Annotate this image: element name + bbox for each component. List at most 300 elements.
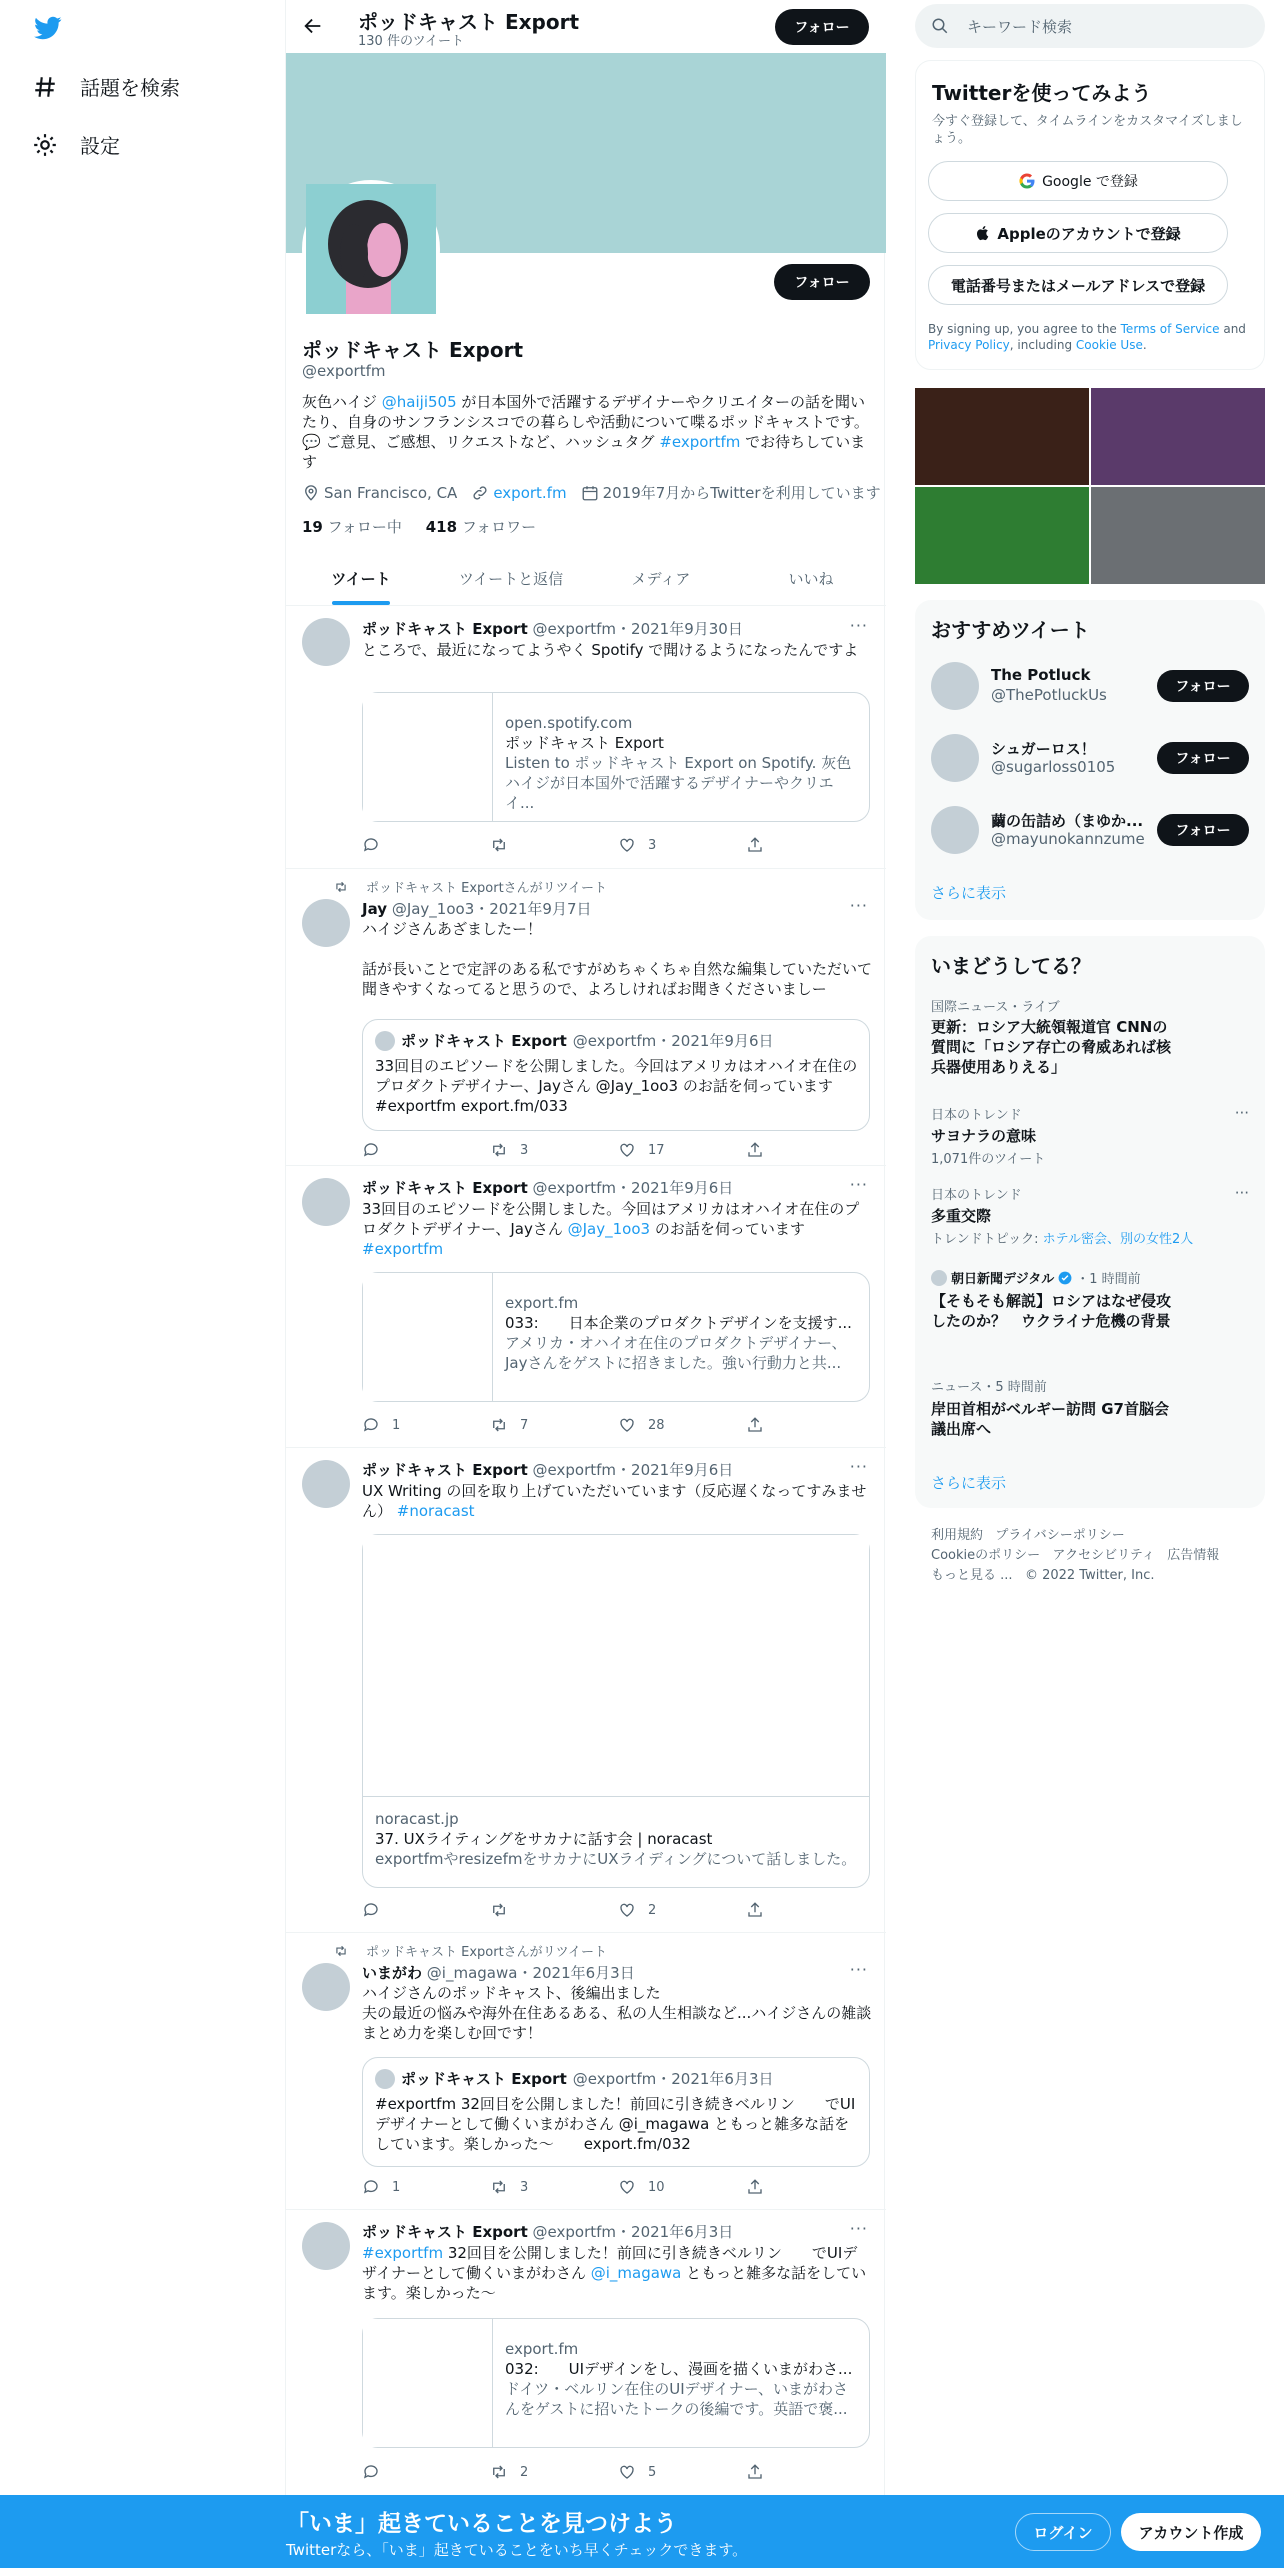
tweet[interactable] — [286, 606, 886, 869]
apple-signup-button[interactable] — [928, 213, 1228, 253]
retweet-small-icon — [334, 1944, 348, 1958]
followers-label: フォロワー — [457, 518, 537, 536]
retweet-icon — [490, 2463, 508, 2481]
mention-link[interactable]: @i_magawa — [590, 2264, 682, 2282]
card-thumbnail — [363, 693, 493, 821]
twitter-logo-icon[interactable] — [32, 14, 64, 42]
tweet-header — [362, 1962, 635, 1983]
nav-explore[interactable] — [32, 72, 180, 101]
like-button[interactable] — [618, 2463, 746, 2481]
hashtag-link[interactable]: #exportfm — [362, 1240, 444, 1258]
trend-context: 日本のトレンド — [931, 1188, 1022, 1203]
calendar-icon — [581, 484, 599, 502]
retweet-icon — [490, 1416, 508, 1434]
retweeted-by-text[interactable]: ポッドキャスト Exportさんがリツイート — [366, 881, 608, 896]
more-options-icon[interactable]: ··· — [849, 616, 868, 635]
tweet-actions — [362, 2178, 874, 2196]
card-body — [375, 1809, 857, 1869]
quote-avatar — [375, 1031, 395, 1051]
card-image — [363, 1535, 869, 1797]
profile-name: ポッドキャスト Export — [302, 338, 524, 362]
tweet-author-name[interactable]: ポッドキャスト Export — [362, 620, 528, 638]
quote-author-name: ポッドキャスト Export — [401, 2070, 567, 2088]
tweet-actions — [362, 1416, 874, 1434]
tweet[interactable] — [286, 2210, 886, 2495]
who-to-follow-panel — [915, 600, 1265, 920]
card-description: ドイツ・ベルリン在住のUIデザイナー、いまがわさんをゲストに招いたトークの後編です。英語で褒... — [505, 2380, 849, 2418]
trend-item[interactable] — [931, 1268, 1249, 1331]
profile-meta — [302, 482, 881, 503]
card-thumbnail — [363, 1273, 493, 1401]
terms-link[interactable]: Terms of Service — [1120, 322, 1220, 336]
tab-media[interactable]: メディア — [631, 570, 691, 588]
tweet-header — [362, 2221, 733, 2242]
source-avatar — [931, 1270, 947, 1286]
retweet-context — [334, 1941, 607, 1960]
hashtag-icon — [32, 74, 58, 100]
more-options-icon[interactable]: ··· — [1234, 1104, 1249, 1122]
tweet-author-name[interactable]: いまがわ — [362, 1964, 423, 1982]
profile-tabs — [286, 552, 886, 606]
nav-settings[interactable] — [32, 130, 120, 159]
tweet-date[interactable]: ・2021年9月6日 — [616, 1179, 734, 1197]
retweet-button[interactable] — [490, 1416, 618, 1434]
media-thumbnail[interactable] — [915, 487, 1089, 584]
card-title: 033: 日本企業のプロダクトデザインを支援す... — [505, 1314, 852, 1332]
share-button[interactable] — [746, 2463, 874, 2481]
trend-item[interactable] — [931, 1376, 1249, 1439]
quote-author-handle: @exportfm — [572, 2069, 657, 2088]
user-name[interactable]: The Potluck — [991, 666, 1091, 684]
reply-icon — [362, 2178, 380, 2196]
tweet-avatar[interactable] — [302, 1963, 350, 2011]
tweet-author-handle[interactable]: @exportfm — [532, 2223, 617, 2241]
google-signup-button[interactable] — [928, 161, 1228, 201]
tweet-text — [362, 1481, 872, 1521]
follow-button[interactable]: フォロー — [1157, 670, 1249, 702]
retweeted-by-text[interactable]: ポッドキャスト Exportさんがリツイート — [366, 1945, 608, 1960]
user-avatar[interactable] — [931, 662, 979, 710]
trend-context: 国際ニュース・ライブ — [931, 1000, 1060, 1015]
user-avatar[interactable] — [931, 734, 979, 782]
reply-button[interactable] — [362, 2463, 490, 2481]
tweet-text — [362, 919, 872, 999]
tweet-author-handle[interactable]: @exportfm — [532, 620, 617, 638]
signup-subtitle: 今すぐ登録して、タイムラインをカスタマイズしましょう。 — [932, 114, 1243, 146]
joined-text: 2019年7月からTwitterを利用しています — [602, 484, 881, 502]
tweet-text-line: ハイジさんあざましたー！ — [362, 920, 543, 938]
retweet-icon — [490, 1901, 508, 1919]
footer-copyright: © 2022 Twitter, Inc. — [1024, 1568, 1155, 1583]
reply-button[interactable] — [362, 836, 490, 854]
footer-link-privacy[interactable]: プライバシーポリシー — [995, 1528, 1125, 1543]
card-description: exportfmやresizefmをサカナにUXライディングについて話しました。 — [375, 1850, 857, 1868]
profile-header — [286, 0, 886, 53]
link-icon — [471, 484, 489, 502]
bio-hashtag-link[interactable]: #exportfm — [659, 433, 741, 451]
hashtag-link[interactable]: #exportfm — [362, 2244, 444, 2262]
trends-panel — [915, 936, 1265, 1508]
more-options-icon[interactable]: ··· — [849, 896, 868, 915]
media-thumbnail[interactable] — [1091, 388, 1265, 485]
location-pin-icon — [302, 484, 320, 502]
retweet-button[interactable] — [490, 1141, 618, 1159]
bio-mention-link[interactable]: @haiji505 — [381, 393, 457, 411]
tweet-author-handle[interactable]: @Jay_1oo3 — [391, 900, 475, 918]
bio-text: が日本国外で活躍するデザイナーやクリエイターの話を聞いたり、自身のサンフランシスコでの暮らしや活動について喋るポッドキャストです。 — [302, 393, 869, 431]
tab-tweets[interactable]: ツイート — [286, 552, 436, 605]
source-name: 朝日新聞デジタル — [951, 1272, 1055, 1287]
tweet-author-handle[interactable]: @exportfm — [532, 1179, 617, 1197]
signup-button[interactable]: アカウント作成 — [1121, 2513, 1261, 2551]
tweet-date[interactable]: ・2021年6月3日 — [517, 1964, 635, 1982]
retweet-icon — [490, 2178, 508, 2196]
retweet-count: 3 — [520, 2179, 529, 2195]
reply-icon — [362, 836, 380, 854]
link-card[interactable] — [362, 692, 870, 822]
user-avatar[interactable] — [931, 806, 979, 854]
footer-link-tos[interactable]: 利用規約 — [931, 1528, 984, 1543]
user-name[interactable]: シュガーロス！ — [991, 740, 1096, 758]
reply-button[interactable] — [362, 1141, 490, 1159]
user-handle[interactable]: @mayunokannzume — [991, 830, 1145, 848]
retweet-button[interactable] — [490, 1901, 618, 1919]
like-count: 28 — [648, 1417, 665, 1433]
like-count: 10 — [648, 2179, 665, 2195]
avatar-illustration-icon — [306, 184, 436, 314]
card-domain: export.fm — [505, 1294, 579, 1312]
footer-link-cookie[interactable]: Cookieのポリシー — [931, 1548, 1041, 1563]
tweet-author-name[interactable]: Jay — [362, 900, 388, 918]
quote-text: #exportfm 32回目を公開しました！前回に引き続きベルリン でUIデザイナーとして働くいまがわさん @i_magawa ともっと雑多な話をしています。楽しかった〜 export.fm/032 — [375, 2095, 856, 2153]
tweet[interactable] — [286, 1448, 886, 1933]
tweet[interactable] — [286, 1933, 886, 2210]
tweet-text — [362, 1199, 872, 1259]
tweet-actions — [362, 1141, 874, 1159]
tweet-avatar[interactable] — [302, 618, 350, 666]
card-description: アメリカ・オハイオ在住のプロダクトデザイナー、Jayさんをゲストに招きました。強い行動力と共... — [505, 1334, 847, 1372]
search-box[interactable] — [915, 4, 1265, 48]
profile-bio — [302, 392, 870, 472]
tweet-text-line: 話が長いことで定評のある私ですがめちゃくちゃ自然な編集していただいて聞きやすくなってると思うので、よろしければお聞きくださいましー — [362, 960, 873, 998]
apple-icon — [975, 224, 991, 242]
main-column — [285, 0, 885, 2568]
follow-button[interactable]: フォロー — [1157, 814, 1249, 846]
bottom-bar-subtitle: Twitterなら、「いま」起きていることをいち早くチェックできます。 — [286, 2541, 748, 2559]
tweet-text-part: のお話を伺っています — [650, 1220, 805, 1238]
media-grid — [915, 388, 1265, 584]
user-handle[interactable]: @ThePotluckUs — [991, 686, 1107, 704]
like-button[interactable] — [618, 1416, 746, 1434]
retweet-button[interactable] — [490, 2178, 618, 2196]
quote-tweet[interactable] — [362, 2057, 870, 2167]
heart-icon — [618, 1416, 636, 1434]
like-count: 2 — [648, 1902, 657, 1918]
bio-text: 灰色ハイジ — [302, 393, 382, 411]
profile-handle: @exportfm — [302, 362, 386, 380]
share-button[interactable] — [746, 1901, 874, 1919]
back-arrow-icon[interactable] — [302, 15, 324, 37]
header-title: ポッドキャスト Export — [358, 10, 580, 34]
like-count: 5 — [648, 2464, 657, 2480]
trend-related — [931, 1228, 1249, 1247]
bio-text: でお待ちしています — [302, 433, 866, 471]
heart-icon — [618, 836, 636, 854]
mention-link[interactable]: @Jay_1oo3 — [567, 1220, 651, 1238]
bio-text: ご意見、ご感想、リクエストなど、ハッシュタグ — [320, 433, 660, 451]
profile-avatar[interactable] — [302, 180, 440, 318]
signup-title: Twitterを使ってみよう — [932, 81, 1152, 105]
followers-link[interactable] — [426, 518, 536, 536]
show-more-link[interactable]: さらに表示 — [931, 884, 1007, 902]
media-thumbnail[interactable] — [915, 388, 1089, 485]
more-options-icon[interactable]: ··· — [1234, 1184, 1249, 1202]
trend-headline: サヨナラの意味 — [931, 1127, 1037, 1145]
tweet-header — [362, 1177, 733, 1198]
like-button[interactable] — [618, 1901, 746, 1919]
link-card[interactable] — [362, 1534, 870, 1888]
tweet-date[interactable]: ・2021年9月7日 — [474, 900, 592, 918]
reply-button[interactable] — [362, 1901, 490, 1919]
privacy-link[interactable]: Privacy Policy — [928, 338, 1010, 352]
trend-headline: 岸田首相がベルギー訪問 G7首脳会議出席へ — [931, 1400, 1169, 1438]
tweet-text — [362, 2243, 872, 2303]
tweet-header — [362, 1459, 733, 1480]
card-body — [505, 713, 857, 812]
tweet-author-handle[interactable]: @i_magawa — [426, 1964, 518, 1982]
profile-link[interactable] — [471, 484, 566, 502]
google-icon — [1018, 172, 1036, 190]
trend-count: 1,071件のツイート — [931, 1152, 1046, 1167]
tweet-text-part: 33回目のエピソードを公開しました。今回はアメリカはオハイオ在住のプロダクトデザイナー、Jayさん — [362, 1200, 860, 1238]
trend-item[interactable] — [931, 1184, 1249, 1247]
footer-link-more[interactable]: もっと見る ... — [931, 1568, 1013, 1583]
share-button[interactable] — [746, 836, 874, 854]
share-icon — [746, 836, 764, 854]
retweet-count: 2 — [520, 2464, 529, 2480]
signup-legal — [928, 321, 1254, 353]
trend-headline: 更新：ロシア大統領報道官 CNNの質問に「ロシア存亡の脅威あれば核兵器使用ありえる」 — [931, 1018, 1172, 1076]
quote-header — [375, 1030, 774, 1051]
reply-icon — [362, 1416, 380, 1434]
tweet-author-name[interactable]: ポッドキャスト Export — [362, 2223, 528, 2241]
trend-context: ニュース・5 時間前 — [931, 1380, 1047, 1395]
tweet-author-name[interactable]: ポッドキャスト Export — [362, 1179, 528, 1197]
nav-explore-label: 話題を検索 — [80, 76, 180, 100]
search-placeholder: キーワード検索 — [967, 17, 1073, 36]
tweet-text-part: ともっと雑多な話をしています。楽しかった〜 — [362, 2264, 867, 2302]
follow-button[interactable]: フォロー — [1157, 742, 1249, 774]
media-thumbnail[interactable] — [1091, 487, 1265, 584]
heart-icon — [618, 1901, 636, 1919]
login-prompt-bar — [0, 2495, 1284, 2568]
share-button[interactable] — [746, 1141, 874, 1159]
reply-icon — [362, 1901, 380, 1919]
share-button[interactable] — [746, 1416, 874, 1434]
tweet-avatar[interactable] — [302, 2222, 350, 2270]
like-count: 17 — [648, 1142, 665, 1158]
tweet-date[interactable]: ・2021年9月30日 — [616, 620, 743, 638]
tweet-date[interactable]: ・2021年6月3日 — [616, 2223, 734, 2241]
google-signup-label: Google で登録 — [1042, 174, 1138, 190]
reply-icon — [362, 1141, 380, 1159]
legal-text: , including — [1009, 338, 1076, 352]
footer-link-ads[interactable]: 広告情報 — [1167, 1548, 1220, 1563]
like-button[interactable] — [618, 1141, 746, 1159]
card-domain: noracast.jp — [375, 1810, 459, 1828]
user-handle[interactable]: @sugarloss0105 — [991, 758, 1116, 776]
header-follow-button[interactable]: フォロー — [775, 9, 869, 45]
tweet-header — [362, 898, 592, 919]
source-time: ・1 時間前 — [1076, 1272, 1141, 1287]
card-title: 032: UIデザインをし、漫画を描くいまがわさ... — [505, 2360, 853, 2378]
more-options-icon[interactable]: ··· — [849, 1175, 868, 1194]
tweet[interactable] — [286, 869, 886, 1166]
link-card[interactable] — [362, 1272, 870, 1402]
trend-related-label: トレンドトピック: — [931, 1232, 1043, 1247]
share-icon — [746, 2463, 764, 2481]
share-icon — [746, 1141, 764, 1159]
trend-item[interactable] — [931, 996, 1249, 1077]
card-thumbnail — [363, 2319, 493, 2447]
profile-follow-counts — [302, 516, 536, 537]
quote-avatar — [375, 2069, 395, 2089]
header-tweet-count: 130 件のツイート — [358, 34, 465, 49]
share-icon — [746, 1416, 764, 1434]
reply-count: 1 — [392, 1417, 401, 1433]
profile-link-text[interactable]: export.fm — [493, 483, 567, 502]
share-icon — [746, 2178, 764, 2196]
more-options-icon[interactable]: ··· — [849, 1960, 868, 1979]
hashtag-link[interactable]: #noracast — [396, 1502, 475, 1520]
card-title: ポッドキャスト Export — [505, 734, 664, 752]
following-link[interactable] — [302, 518, 402, 536]
retweet-count: 7 — [520, 1417, 529, 1433]
quote-header — [375, 2068, 774, 2089]
legal-text: and — [1219, 322, 1246, 336]
tweet-text: ハイジさんのポッドキャスト、後編出ました 夫の最近の悩みや海外在住あるある、私の人生相談など...ハイジさんの雑談まとめ力を楽しむ回です！ — [362, 1984, 872, 2042]
like-button[interactable] — [618, 836, 746, 854]
legal-text: By signing up, you agree to the — [928, 322, 1121, 336]
retweet-icon — [490, 1141, 508, 1159]
gear-icon — [32, 132, 58, 158]
share-icon — [746, 1901, 764, 1919]
retweet-count: 3 — [520, 1142, 529, 1158]
quote-date: ・2021年9月6日 — [656, 1032, 774, 1050]
link-card[interactable] — [362, 2318, 870, 2448]
quote-text: 33回目のエピソードを公開しました。今回はアメリカはオハイオ在住のプロダクトデザイナー、Jayさん @Jay_1oo3 のお話を伺っています #exportfm export.fm/033 — [375, 1057, 863, 1115]
tweet-actions — [362, 836, 874, 854]
like-button[interactable] — [618, 2178, 746, 2196]
tweet-avatar[interactable] — [302, 1460, 350, 1508]
trend-item[interactable] — [931, 1104, 1249, 1167]
followers-count: 418 — [425, 518, 458, 536]
tweet-date[interactable]: ・2021年9月6日 — [616, 1461, 734, 1479]
login-button[interactable]: ログイン — [1015, 2513, 1111, 2551]
following-count: 19 — [302, 518, 323, 536]
retweet-icon — [490, 836, 508, 854]
bottom-bar-title: 「いま」起きていることを見つけよう — [286, 2511, 677, 2537]
tweet-actions — [362, 1901, 874, 1919]
tweet-text: ところで、最近になってようやく Spotify で聞けるようになったんですよ — [362, 641, 859, 659]
reply-count: 1 — [392, 2179, 401, 2195]
tweet-actions — [362, 2463, 874, 2481]
retweet-small-icon — [334, 880, 348, 894]
trends-title: いまどうしてる？ — [931, 954, 1091, 978]
footer-link-accessibility[interactable]: アクセシビリティ — [1052, 1548, 1155, 1563]
following-label: フォロー中 — [322, 518, 402, 536]
profile-location — [302, 484, 457, 502]
reply-button[interactable] — [362, 1416, 490, 1434]
trend-related-topics[interactable]: ホテル密会、別の女性2人 — [1042, 1232, 1194, 1247]
apple-signup-label: Appleのアカウントで登録 — [997, 224, 1181, 243]
more-options-icon[interactable]: ··· — [849, 1457, 868, 1476]
card-domain: export.fm — [505, 2340, 579, 2358]
card-domain: open.spotify.com — [505, 714, 633, 732]
like-count: 3 — [648, 837, 657, 853]
tweet-text-part: UX Writing の回を取り上げていただいています（反応遅くなってすみません） — [362, 1482, 867, 1520]
speech-bubble-emoji: 💬 — [302, 433, 321, 451]
reply-icon — [362, 2463, 380, 2481]
card-body — [505, 1293, 857, 1373]
quote-author-name: ポッドキャスト Export — [401, 1032, 567, 1050]
card-description: Listen to ポッドキャスト Export on Spotify. 灰色ハイジが日本国外で活躍するデザイナーやクリエイ... — [505, 754, 852, 812]
footer-links — [931, 1526, 1251, 1586]
nav-settings-label: 設定 — [80, 134, 120, 158]
tweet-avatar[interactable] — [302, 1178, 350, 1226]
reply-button[interactable] — [362, 2178, 490, 2196]
show-more-link[interactable]: さらに表示 — [931, 1474, 1007, 1492]
search-icon — [931, 17, 949, 35]
who-to-follow-title: おすすめツイート — [931, 618, 1090, 642]
card-body — [505, 2339, 857, 2419]
heart-icon — [618, 2178, 636, 2196]
trend-headline: 【そもそも解説】ロシアはなぜ侵攻したのか？ ウクライナ危機の背景 — [931, 1292, 1172, 1330]
cookie-link[interactable]: Cookie Use — [1075, 338, 1143, 352]
profile-joined — [581, 482, 881, 503]
retweet-button[interactable] — [490, 836, 618, 854]
user-name[interactable]: 繭の缶詰め（まゆか... — [991, 812, 1144, 830]
tweet-avatar[interactable] — [302, 899, 350, 947]
retweet-button[interactable] — [490, 2463, 618, 2481]
heart-icon — [618, 1141, 636, 1159]
legal-text: . — [1142, 338, 1147, 352]
phone-email-signup-button[interactable]: 電話番号またはメールアドレスで登録 — [928, 265, 1228, 305]
quote-date: ・2021年6月3日 — [656, 2070, 774, 2088]
tweet-header — [362, 618, 743, 639]
tweet-author-handle[interactable]: @exportfm — [532, 1461, 617, 1479]
tweet-text-part: 32回目を公開しました！前回に引き続きベルリン でUIデザイナーとして働くいまがわさん — [362, 2244, 858, 2282]
tab-tweets-replies[interactable]: ツイートと返信 — [458, 570, 564, 588]
heart-icon — [618, 2463, 636, 2481]
signup-panel — [915, 60, 1265, 370]
left-nav — [0, 0, 285, 2568]
trend-context: 日本のトレンド — [931, 1108, 1022, 1123]
location-text: San Francisco, CA — [324, 483, 458, 502]
share-button[interactable] — [746, 2178, 874, 2196]
trend-headline: 多重交際 — [931, 1207, 992, 1225]
quote-tweet[interactable] — [362, 1019, 870, 1131]
tweet-author-name[interactable]: ポッドキャスト Export — [362, 1461, 528, 1479]
retweet-context — [334, 877, 607, 896]
trend-source — [931, 1268, 1249, 1287]
tweet[interactable] — [286, 1166, 886, 1448]
tab-likes[interactable]: いいね — [788, 570, 834, 588]
verified-badge-icon — [1058, 1271, 1072, 1285]
more-options-icon[interactable]: ··· — [849, 2219, 868, 2238]
card-title: 37. UXライティングをサカナに話す会 | noracast — [375, 1830, 713, 1848]
profile-follow-button[interactable]: フォロー — [774, 264, 870, 300]
